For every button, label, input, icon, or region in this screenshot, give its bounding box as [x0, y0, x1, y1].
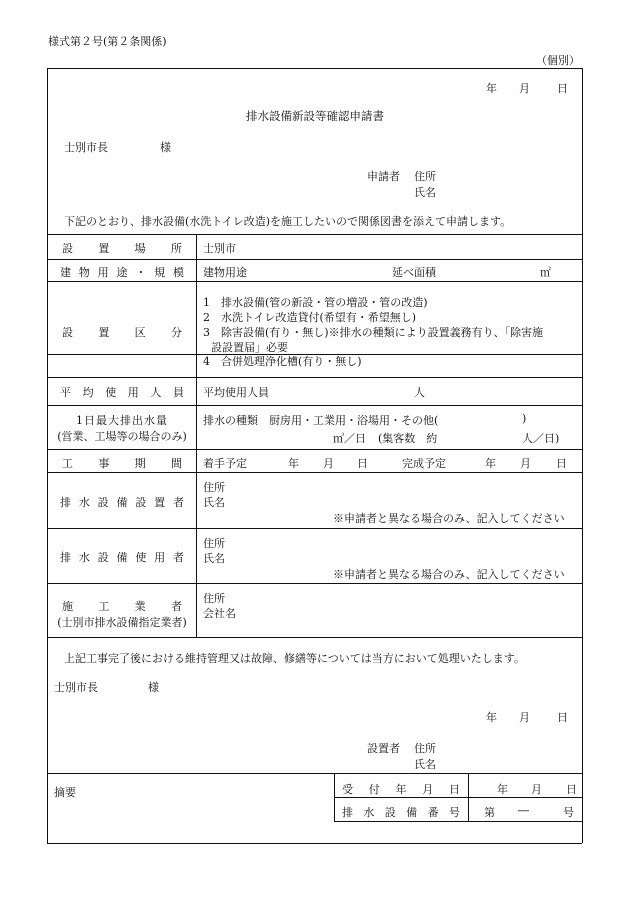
form-number: 様式第２号(第２条関係) — [48, 35, 167, 48]
category-item-3: 3 除害設備(有り・無し)※排水の種類により設置義務有り、「除害施 — [203, 326, 544, 339]
installer-sign-name: 氏名 — [414, 758, 436, 771]
period-end-year: 年 — [485, 457, 496, 470]
installer-name-label: 氏名 — [203, 496, 225, 509]
footer-date-month: 月 — [519, 711, 530, 724]
category-item-4: 4 合併処理浄化槽(有り・無し) — [203, 355, 362, 368]
addressee-honorific: 様 — [160, 141, 171, 154]
category-item-1: 1 排水設備(管の新設・管の増設・管の改造) — [203, 296, 428, 309]
location-label: 設 置 場 所 — [62, 242, 182, 255]
period-start-year: 年 — [288, 457, 299, 470]
period-start-month: 月 — [323, 457, 334, 470]
installer-label: 排 水 設 備 設 置 者 — [60, 496, 184, 509]
discharge-unit: ㎥／日 — [333, 432, 366, 445]
period-end-label: 完成予定 — [402, 457, 446, 470]
period-end-month: 月 — [520, 457, 531, 470]
discharge-line1-close: ) — [522, 412, 527, 425]
period-start-day: 日 — [357, 457, 368, 470]
receipt-year: 年 — [497, 783, 508, 796]
intro-text: 下記のとおり、排水設備(水洗トイレ改造)を施工したいので関係図書を添えて申請します。 — [64, 215, 512, 228]
user-name-label: 氏名 — [203, 552, 225, 565]
drainage-number-prefix: 第 — [484, 806, 495, 819]
discharge-label: 1日最大排出水量 — [76, 414, 168, 427]
form-type: （個別） — [536, 54, 580, 67]
addressee-name: 士別市長 — [64, 141, 108, 154]
addressee2-name: 士別市長 — [54, 681, 98, 694]
receipt-month: 月 — [531, 783, 542, 796]
header-date-day: 日 — [557, 82, 568, 95]
row-line — [47, 259, 582, 260]
installer-note: ※申請者と異なる場合のみ、記入してください — [333, 512, 565, 525]
row-line — [47, 637, 582, 638]
row-line — [47, 528, 582, 529]
row-line — [47, 234, 582, 235]
receipt-mid-line — [334, 797, 582, 798]
discharge-visitors-unit: 人／日) — [522, 432, 560, 445]
row-line — [47, 583, 582, 584]
receipt-date-label: 受 付 年 月 日 — [342, 783, 460, 796]
installer-address-label: 住所 — [203, 481, 225, 494]
contractor-company-label: 会社名 — [203, 607, 236, 620]
category-label: 設 置 区 分 — [62, 326, 182, 339]
installer-sign-label: 設置者 — [367, 742, 400, 755]
receipt-day: 日 — [566, 783, 577, 796]
applicant-name-label: 氏名 — [414, 186, 436, 199]
row-line — [47, 472, 582, 473]
applicant-address-label: 住所 — [414, 170, 436, 183]
user-note: ※申請者と異なる場合のみ、記入してください — [333, 568, 565, 581]
drainage-number-dash: ― — [518, 804, 529, 817]
users-unit: 人 — [414, 386, 425, 399]
applicant-label: 申請者 — [367, 170, 400, 183]
receipt-bottom-line — [334, 821, 582, 822]
remarks-label: 摘要 — [54, 786, 76, 799]
drainage-number-label: 排 水 設 備 番 号 — [342, 806, 460, 819]
frame-right — [582, 68, 583, 843]
row-line — [47, 449, 582, 450]
label-column-divider — [196, 234, 197, 637]
bottom-section-line — [47, 773, 582, 774]
users-field-label: 平均使用人員 — [203, 386, 269, 399]
page-title: 排水設備新設等確認申請書 — [246, 109, 384, 123]
addressee2-honorific: 様 — [148, 681, 159, 694]
contractor-sublabel: (士別市排水設備指定業者) — [57, 616, 187, 629]
period-start-label: 着手予定 — [203, 457, 247, 470]
contractor-address-label: 住所 — [203, 592, 225, 605]
frame-top — [47, 68, 582, 69]
frame-bottom — [47, 843, 582, 844]
row-line — [47, 281, 582, 282]
area-unit: ㎡ — [540, 266, 551, 279]
contractor-label: 施 工 業 者 — [62, 600, 182, 613]
usage-label: 建 物 用 途 ・ 規 模 — [60, 266, 184, 279]
category-item-2: 2 水洗トイレ改造貸付(希望有・希望無し) — [203, 311, 417, 324]
period-end-day: 日 — [556, 457, 567, 470]
area-field-label: 延べ面積 — [392, 266, 436, 279]
users-label: 平 均 使 用 人 員 — [60, 386, 184, 399]
drainage-number-suffix: 号 — [563, 806, 574, 819]
header-date-year: 年 — [486, 82, 497, 95]
footer-date-year: 年 — [486, 711, 497, 724]
footer-date-day: 日 — [557, 711, 568, 724]
discharge-visitors: (集客数 約 — [378, 432, 438, 445]
installer-sign-address: 住所 — [414, 742, 436, 755]
row-line — [47, 405, 582, 406]
category-item-3-cont: 設設置届」必要 — [211, 341, 288, 354]
period-label: 工 事 期 間 — [62, 457, 182, 470]
header-date-month: 月 — [519, 82, 530, 95]
user-address-label: 住所 — [203, 537, 225, 550]
user-label: 排 水 設 備 使 用 者 — [60, 551, 184, 564]
discharge-sublabel: (営業、工場等の場合のみ) — [57, 430, 187, 443]
discharge-line1: 排水の種類 厨房用・工業用・浴場用・その他( — [203, 414, 439, 427]
row-line — [47, 377, 582, 378]
location-value: 士別市 — [203, 242, 236, 255]
maintenance-text: 上記工事完了後における維持管理又は故障、修繕等については当方において処理いたします。 — [64, 652, 525, 665]
usage-field-label: 建物用途 — [203, 266, 247, 279]
